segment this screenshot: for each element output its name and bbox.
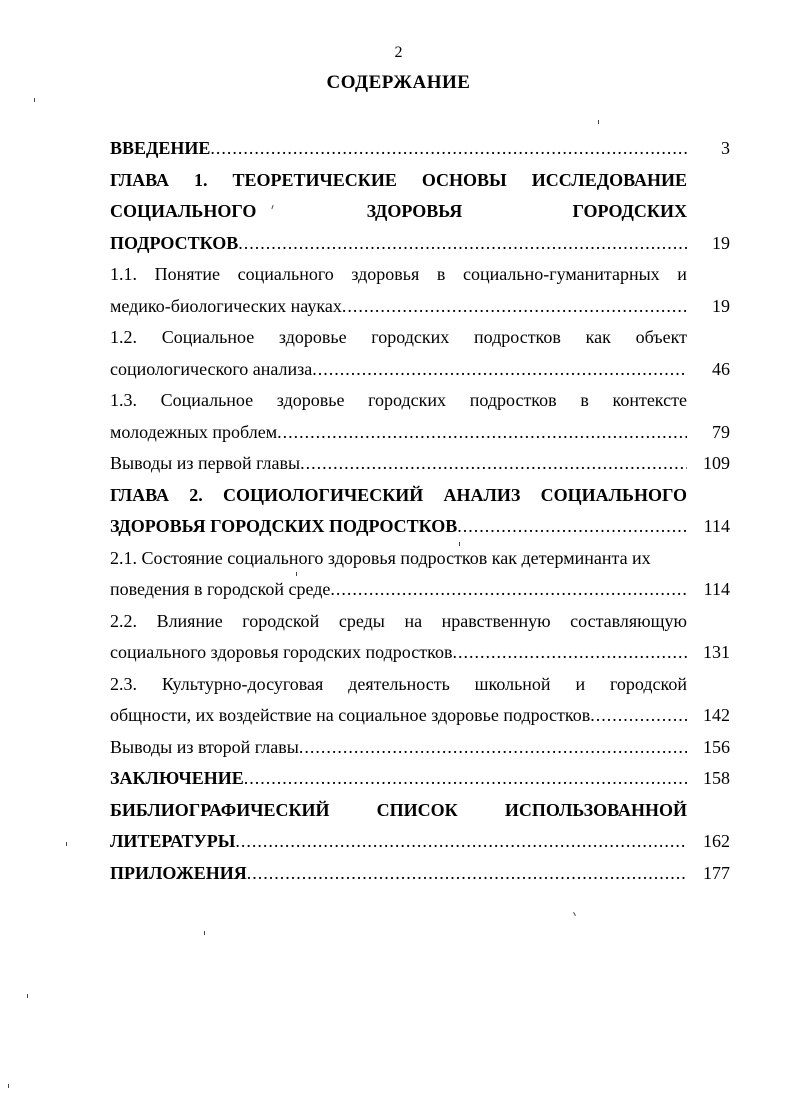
toc-entry-1-2-line-2: [110, 354, 730, 386]
toc-word: здоровье: [278, 327, 347, 347]
toc-word: Социальное: [160, 390, 254, 410]
toc-entry-1-3-line-2: [110, 417, 730, 449]
toc-word: АНАЛИЗ: [443, 484, 521, 505]
scan-speck: [34, 98, 35, 102]
toc-word: СПИСОК: [376, 799, 458, 820]
toc-word: здоровье: [276, 390, 345, 410]
toc-entry-text: ЗАКЛЮЧЕНИЕ: [110, 768, 244, 788]
toc-word: ТЕОРЕТИЧЕСКИЕ: [232, 169, 397, 190]
toc-entry-text: поведения в городской среде: [110, 579, 331, 599]
toc-entry-intro: [110, 133, 730, 165]
toc-word: ОСНОВЫ: [421, 169, 507, 190]
toc-page-number: 19: [712, 295, 730, 316]
toc-word: подростков: [469, 390, 557, 410]
toc-entry-text: социологического анализа: [110, 358, 313, 379]
toc-word: ЗДОРОВЬЯ: [366, 201, 463, 221]
toc-entry-1-1-line-1: [110, 259, 687, 291]
toc-entry-text: общности, их воздействие на социальное здоровье подростков: [110, 705, 591, 725]
toc-word: нравственную: [441, 610, 551, 631]
toc-word: 2.3.: [110, 673, 137, 694]
toc-page-number: 109: [703, 453, 730, 473]
table-of-contents: [110, 133, 730, 889]
toc-word: ИСПОЛЬЗОВАННОЙ: [504, 799, 687, 820]
toc-page-number: 177: [703, 862, 730, 883]
toc-word: контексте: [612, 390, 687, 410]
toc-page-number: 3: [721, 138, 730, 158]
toc-word: 1.1.: [110, 264, 137, 284]
toc-entry-2-3-line-1: [110, 669, 687, 701]
toc-entry-2-2-line-1: [110, 606, 687, 638]
toc-word: СОЦИАЛЬНОГО: [540, 484, 687, 505]
toc-word: городских: [368, 390, 447, 410]
toc-entry-chapter-2-line-2: [110, 511, 730, 543]
scan-speck: [204, 931, 205, 935]
toc-entry-bibliography-line-1: [110, 795, 687, 827]
toc-entry-2-2-line-2: [110, 637, 730, 669]
toc-word: и: [677, 264, 687, 284]
toc-word: в: [436, 264, 446, 284]
toc-word: деятельность: [348, 673, 450, 694]
toc-word: на: [404, 610, 423, 631]
toc-word: 1.2.: [110, 327, 137, 347]
scan-speck: [66, 842, 67, 846]
toc-word: Влияние: [156, 610, 223, 631]
page-number: 2: [394, 44, 403, 61]
scan-speck: [573, 912, 576, 916]
toc-entry-text: ПОДРОСТКОВ: [110, 232, 239, 253]
toc-entry-conclusions-2: [110, 732, 730, 764]
toc-word: ГОРОДСКИХ: [572, 201, 687, 221]
toc-word: среды: [338, 610, 385, 631]
toc-word: и: [575, 673, 586, 694]
toc-entry-chapter-1-line-1: [110, 165, 687, 197]
toc-word: социально-гуманитарных: [462, 264, 660, 284]
scan-speck: [8, 1084, 9, 1088]
toc-word: городской: [609, 673, 687, 694]
toc-word: социального: [237, 264, 334, 284]
toc-word: подростков: [473, 327, 561, 347]
toc-page-number: 79: [712, 421, 730, 442]
toc-entry-chapter-2-line-1: [110, 480, 687, 512]
toc-word: 2.2.: [110, 610, 137, 631]
toc-entry-conclusion: [110, 763, 730, 795]
toc-entry-1-3-line-1: [110, 385, 687, 417]
page-title: СОДЕРЖАНИЕ: [326, 72, 471, 93]
toc-word: в: [580, 390, 589, 410]
toc-page-number: 114: [703, 579, 730, 599]
toc-word: 1.: [194, 169, 208, 190]
toc-word: ГЛАВА: [110, 484, 170, 505]
toc-word: Понятие: [154, 264, 220, 284]
toc-entry-1-1-line-2: [110, 291, 730, 323]
toc-entry-text: ПРИЛОЖЕНИЯ: [110, 862, 247, 883]
toc-entry-appendix: [110, 858, 730, 890]
toc-page-number: 162: [703, 831, 730, 851]
scan-speck: [27, 994, 28, 998]
toc-entry-text: ЛИТЕРАТУРЫ: [110, 831, 236, 851]
toc-entry-2-3-line-2: [110, 700, 730, 732]
toc-entry-text: социального здоровья городских подростков: [110, 642, 453, 662]
toc-word: городской: [242, 610, 320, 631]
toc-word: ИССЛЕДОВАНИЕ: [531, 169, 687, 190]
toc-word: как: [585, 327, 611, 347]
toc-page-number: 114: [703, 516, 730, 536]
toc-page-number: 19: [712, 232, 730, 253]
scan-speck: [296, 572, 297, 576]
toc-word: здоровья: [351, 264, 420, 284]
toc-word: Социальное: [161, 327, 255, 347]
toc-word: СОЦИАЛЬНОГО: [110, 201, 257, 221]
toc-entry-text: Выводы из второй главы: [110, 736, 299, 757]
toc-word: школьной: [474, 673, 551, 694]
toc-entry-1-2-line-1: [110, 322, 687, 354]
toc-page-number: 46: [712, 358, 730, 379]
toc-page-number: 158: [703, 768, 730, 788]
toc-entry-chapter-1-line-3: [110, 228, 730, 260]
toc-page-number: 156: [703, 736, 730, 757]
toc-word: СОЦИОЛОГИЧЕСКИЙ: [223, 484, 424, 505]
scan-speck: [459, 542, 460, 546]
toc-entry-text: ЗДОРОВЬЯ ГОРОДСКИХ ПОДРОСТКОВ: [110, 516, 458, 536]
toc-entry-chapter-1-line-2: [110, 196, 687, 228]
toc-entry-text: молодежных проблем: [110, 421, 278, 442]
toc-page-number: 142: [703, 705, 730, 725]
toc-word: составляющую: [570, 610, 687, 631]
toc-entry-2-1-line-2: [110, 574, 730, 606]
toc-entry-2-1-line-1: [110, 543, 730, 575]
toc-word: Культурно-досуговая: [161, 673, 324, 694]
toc-entry-conclusions-1: [110, 448, 730, 480]
toc-entry-text: 2.1. Состояние социального здоровья подростков как детерминанта их: [110, 547, 651, 568]
toc-word: 2.: [189, 484, 203, 505]
toc-word: городских: [371, 327, 450, 347]
toc-entry-text: Выводы из первой главы: [110, 453, 301, 473]
toc-entry-text: ВВЕДЕНИЕ: [110, 138, 211, 158]
toc-entry-text: медико-биологических науках: [110, 295, 342, 316]
toc-page-number: 131: [703, 642, 730, 662]
toc-word: объект: [635, 327, 687, 347]
scan-speck: [598, 120, 599, 124]
toc-word: 1.3.: [110, 390, 137, 410]
toc-word: ГЛАВА: [110, 169, 170, 190]
toc-word: БИБЛИОГРАФИЧЕСКИЙ: [110, 799, 330, 820]
toc-entry-bibliography-line-2: [110, 826, 730, 858]
